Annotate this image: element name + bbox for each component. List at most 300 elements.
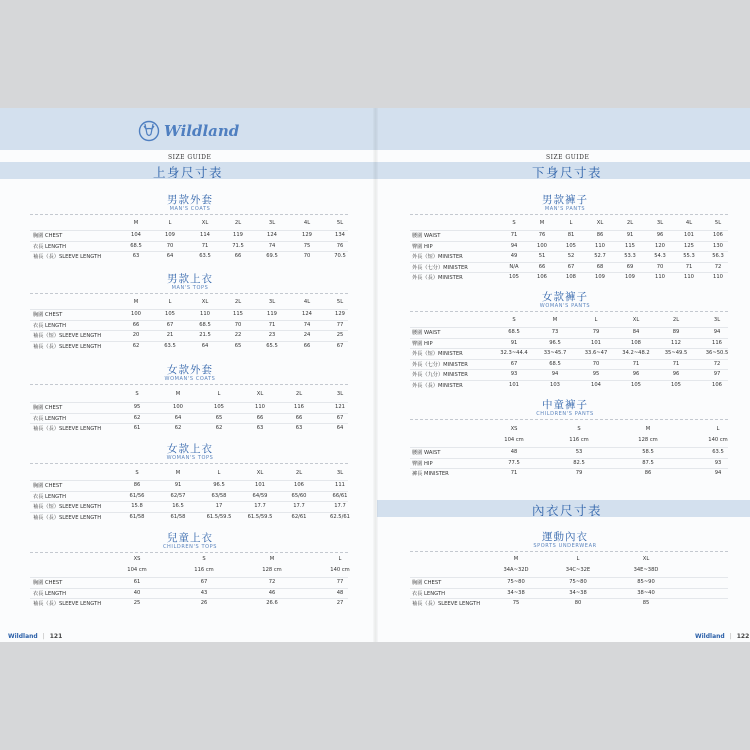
row-label: 褲長 MINISTER <box>412 471 449 478</box>
table-cell: 20 <box>132 332 140 339</box>
height-header: 116 cm <box>194 567 214 573</box>
section-divider <box>410 419 728 420</box>
table-cell: 94 <box>551 371 559 378</box>
table-cell: 17 <box>215 503 223 510</box>
table-cell: 93 <box>510 371 518 378</box>
row-label: 衣長 LENGTH <box>33 590 66 597</box>
row-label: 外長（短）MINISTER <box>412 254 463 261</box>
table-cell: 86 <box>644 470 652 477</box>
row-label: 外長（七分）MINISTER <box>412 361 468 368</box>
row-label: 袖長（長）SLEEVE LENGTH <box>33 343 102 350</box>
table-cell: 55.3 <box>683 253 695 260</box>
table-cell: 66 <box>132 321 140 328</box>
table-cell: 68.5 <box>130 242 142 249</box>
row-label: 衣長 LENGTH <box>33 243 66 250</box>
size-header: M <box>552 317 558 323</box>
table-row-line <box>30 480 348 481</box>
section-subtitle: CHILDREN'S PANTS <box>536 411 594 417</box>
table-cell: 65/60 <box>291 492 307 499</box>
table-cell: 70 <box>166 242 174 249</box>
table-cell: 71 <box>685 263 693 270</box>
table-cell: 108 <box>631 339 641 346</box>
table-cell: 85 <box>642 600 650 607</box>
table-cell: 96 <box>672 371 680 378</box>
row-label: 衣長 LENGTH <box>33 322 66 329</box>
table-cell: 27 <box>336 600 344 607</box>
table-cell: 64 <box>166 253 174 260</box>
section-title: 女款上衣 <box>167 443 213 455</box>
height-header: 140 cm <box>330 567 350 573</box>
size-header: S <box>135 470 139 476</box>
table-cell: 40 <box>133 589 141 596</box>
table-cell: 17.7 <box>293 503 305 510</box>
table-cell: 62/61 <box>291 513 307 520</box>
table-cell: 74 <box>303 321 311 328</box>
table-cell: 89 <box>672 329 680 335</box>
table-cell: 91 <box>626 232 634 238</box>
table-cell: 43 <box>200 589 208 596</box>
table-cell: 67 <box>510 360 518 367</box>
size-guide-label-right: SIZE GUIDE <box>546 154 590 161</box>
table-cell: 34~38 <box>507 589 525 596</box>
section-title: 中童褲子 <box>542 399 588 411</box>
table-cell: 63.5 <box>164 342 176 349</box>
size-header: L <box>716 426 720 432</box>
row-label: 臀圍 HIP <box>412 460 433 467</box>
table-cell: 68.5 <box>549 360 561 367</box>
table-cell: 68 <box>596 263 604 270</box>
table-cell: 63 <box>295 425 303 432</box>
row-label: 袖長（長）SLEEVE LENGTH <box>412 601 481 608</box>
table-cell: 101 <box>509 382 519 388</box>
table-cell: 125 <box>684 242 694 249</box>
table-cell: 84 <box>632 329 640 335</box>
table-row-line <box>410 251 728 252</box>
table-cell: 66/61 <box>332 492 348 499</box>
table-cell: 110 <box>684 274 694 281</box>
table-cell: 96.5 <box>549 339 561 346</box>
section-divider <box>410 311 728 312</box>
section-divider <box>30 552 348 553</box>
height-header: 34E~38D <box>633 567 659 573</box>
table-cell: 75~80 <box>507 579 525 585</box>
table-cell: 101 <box>684 232 694 238</box>
section-title: 男款褲子 <box>542 194 588 206</box>
table-cell: 48 <box>336 589 344 596</box>
table-cell: 72 <box>714 263 722 270</box>
table-row-line <box>30 241 348 242</box>
table-row-line <box>30 491 348 492</box>
table-cell: 24 <box>303 332 311 339</box>
size-header: S <box>135 391 139 397</box>
table-cell: 110 <box>595 242 605 249</box>
row-label: 腰圍 WAIST <box>412 450 441 456</box>
table-cell: 21 <box>166 332 174 339</box>
row-label: 腰圍 WAIST <box>412 233 441 239</box>
table-row-line <box>30 251 348 252</box>
table-cell: 76 <box>538 232 546 238</box>
table-cell: 62 <box>174 425 182 432</box>
size-header: 2L <box>295 391 303 397</box>
size-header: 2L <box>295 470 303 476</box>
right-page-footer: Wildland | 122 <box>695 633 750 640</box>
deer-logo-icon <box>138 120 160 142</box>
table-cell: 70.5 <box>334 253 346 260</box>
table-cell: 75 <box>512 600 520 607</box>
table-cell: 61.5/59.5 <box>247 513 273 520</box>
table-row-line <box>410 338 728 339</box>
size-header: L <box>217 470 221 476</box>
table-cell: 129 <box>335 311 345 317</box>
row-label: 袖長（長）SLEEVE LENGTH <box>33 254 102 261</box>
table-cell: 70 <box>656 263 664 270</box>
table-cell: 77 <box>336 579 344 585</box>
table-cell: 94 <box>510 242 518 249</box>
table-cell: 110 <box>655 274 665 281</box>
section-divider <box>30 463 348 464</box>
table-cell: 69.5 <box>266 253 278 260</box>
size-header: XL <box>256 391 264 397</box>
section-subtitle: WOMAN'S PANTS <box>539 303 591 309</box>
table-row-line <box>30 320 348 321</box>
size-header: L <box>168 220 172 226</box>
table-cell: 48 <box>510 449 518 455</box>
size-header: 2L <box>672 317 680 323</box>
section-divider <box>410 214 728 215</box>
table-cell: 106 <box>294 482 304 488</box>
table-cell: 105 <box>566 242 576 249</box>
row-label: 袖長（長）SLEEVE LENGTH <box>33 426 102 433</box>
row-label: 臀圍 HIP <box>412 243 433 250</box>
page-fold <box>373 108 378 642</box>
table-cell: 129 <box>302 232 312 238</box>
table-row-line <box>410 359 728 360</box>
table-row-line <box>410 458 728 459</box>
left-page-footer: Wildland | 121 <box>8 633 63 640</box>
section-subtitle: MAN'S COATS <box>169 206 211 212</box>
table-cell: 116 <box>712 339 722 346</box>
size-header: M <box>539 220 545 226</box>
table-row-line <box>410 272 728 273</box>
table-row-line <box>30 341 348 342</box>
size-header: S <box>512 220 516 226</box>
height-header: 128 cm <box>638 437 658 443</box>
table-cell: 63 <box>256 425 264 432</box>
table-cell: 134 <box>335 232 345 238</box>
table-cell: 33~45.7 <box>543 350 567 357</box>
section-title: 運動內衣 <box>542 531 588 543</box>
size-guide-label-left: SIZE GUIDE <box>168 154 212 161</box>
table-cell: 26 <box>200 600 208 607</box>
table-cell: 85~90 <box>637 579 655 585</box>
table-cell: 74 <box>268 242 276 249</box>
section-subtitle: SPORTS UNDERWEAR <box>533 543 597 549</box>
section-subtitle: WOMAN'S TOPS <box>166 455 214 461</box>
size-header: L <box>217 391 221 397</box>
size-header: S <box>202 556 206 562</box>
size-header: XS <box>133 556 141 562</box>
size-header: L <box>594 317 598 323</box>
table-cell: 66 <box>256 414 264 421</box>
table-cell: 25 <box>133 600 141 607</box>
table-row-line <box>30 598 348 599</box>
row-label: 外長（七分）MINISTER <box>412 264 468 271</box>
table-cell: 51 <box>538 253 546 260</box>
brand-logo-text: Wildland <box>164 122 240 140</box>
size-header: 5L <box>336 299 344 305</box>
table-cell: 71.5 <box>232 242 244 249</box>
catalog-spread <box>0 108 750 642</box>
size-header: 2L <box>234 220 242 226</box>
table-cell: 46 <box>268 589 276 596</box>
table-cell: 108 <box>566 274 576 281</box>
table-cell: 100 <box>173 404 183 410</box>
table-cell: 64 <box>201 342 209 349</box>
size-header: XL <box>632 317 640 323</box>
table-cell: 71 <box>510 232 518 238</box>
table-cell: 61/58 <box>129 513 145 520</box>
table-cell: 32.3~44.4 <box>500 350 528 357</box>
table-cell: 79 <box>592 329 600 335</box>
table-cell: 114 <box>200 232 210 238</box>
table-row-line <box>410 241 728 242</box>
table-cell: 26.6 <box>266 600 278 607</box>
table-cell: 66 <box>295 414 303 421</box>
table-cell: 49 <box>510 253 518 260</box>
row-label: 袖長（短）SLEEVE LENGTH <box>33 333 102 340</box>
table-cell: N/A <box>509 263 519 270</box>
table-cell: 130 <box>713 242 723 249</box>
table-cell: 105 <box>631 382 641 388</box>
row-label: 胸圍 CHEST <box>33 312 63 318</box>
table-cell: 66 <box>234 253 242 260</box>
table-cell: 105 <box>671 382 681 388</box>
table-cell: 86 <box>596 232 604 238</box>
table-cell: 79 <box>575 470 583 477</box>
section-subtitle: CHILDREN'S TOPS <box>162 544 218 550</box>
table-row-line <box>410 369 728 370</box>
table-cell: 61.5/59.5 <box>206 513 232 520</box>
table-cell: 110 <box>713 274 723 281</box>
size-header: XS <box>510 426 518 432</box>
table-cell: 106 <box>537 274 547 281</box>
size-header: 3L <box>268 299 276 305</box>
row-label: 外長（短）MINISTER <box>412 351 463 358</box>
table-cell: 96 <box>656 232 664 238</box>
size-header: 4L <box>303 220 311 226</box>
size-header: M <box>133 299 139 305</box>
table-cell: 69 <box>626 263 634 270</box>
section-title: 兒童上衣 <box>167 532 213 544</box>
table-cell: 77 <box>336 321 344 328</box>
size-header: S <box>577 426 581 432</box>
row-label: 腰圍 WAIST <box>412 330 441 336</box>
table-cell: 67 <box>166 321 174 328</box>
table-cell: 62 <box>215 425 223 432</box>
table-cell: 58.5 <box>642 449 654 455</box>
size-header: 3L <box>268 220 276 226</box>
table-cell: 61 <box>133 425 141 432</box>
row-label: 胸圍 CHEST <box>33 483 63 489</box>
table-cell: 101 <box>591 339 601 346</box>
height-header: 104 cm <box>127 567 147 573</box>
table-cell: 101 <box>255 482 265 488</box>
table-cell: 17.7 <box>254 503 266 510</box>
section-title: 男款外套 <box>167 194 213 206</box>
size-header: XL <box>642 556 650 562</box>
table-cell: 35~49.5 <box>664 350 688 357</box>
table-cell: 53.3 <box>624 253 636 260</box>
table-row-line <box>30 413 348 414</box>
section-subtitle: WOMAN'S COATS <box>164 376 216 382</box>
size-header: 2L <box>626 220 634 226</box>
table-cell: 54.3 <box>654 253 666 260</box>
height-header: 34C~32E <box>565 567 591 573</box>
table-cell: 61/58 <box>170 513 186 520</box>
section-subtitle: MAN'S TOPS <box>171 285 209 291</box>
size-header: XL <box>201 299 209 305</box>
table-cell: 95 <box>592 371 600 378</box>
table-cell: 96 <box>632 371 640 378</box>
table-cell: 94 <box>713 329 721 335</box>
underwear-size-title: 內衣尺寸表 <box>531 503 602 518</box>
size-header: 4L <box>303 299 311 305</box>
size-header: L <box>569 220 573 226</box>
size-header: M <box>645 426 651 432</box>
row-label: 胸圍 CHEST <box>412 580 442 586</box>
table-cell: 70 <box>303 253 311 260</box>
table-cell: 71 <box>672 360 680 367</box>
table-cell: 121 <box>335 404 345 410</box>
table-cell: 93 <box>714 459 722 466</box>
section-subtitle: MAN'S PANTS <box>544 206 586 212</box>
brand-logo <box>138 118 239 144</box>
row-label: 外長（長）MINISTER <box>412 275 463 282</box>
section-divider <box>410 551 728 552</box>
table-row-line <box>30 230 348 231</box>
table-cell: 110 <box>255 404 265 410</box>
table-cell: 66 <box>303 342 311 349</box>
table-cell: 95 <box>133 404 141 410</box>
table-cell: 116 <box>294 404 304 410</box>
table-cell: 124 <box>302 311 312 317</box>
section-title: 女款外套 <box>167 364 213 376</box>
table-cell: 91 <box>510 339 518 346</box>
table-cell: 63.5 <box>199 253 211 260</box>
table-cell: 67 <box>336 414 344 421</box>
table-cell: 96.5 <box>213 482 225 488</box>
table-row-line <box>410 588 728 589</box>
table-cell: 23 <box>268 332 276 339</box>
table-cell: 68.5 <box>199 321 211 328</box>
table-row-line <box>30 501 348 502</box>
table-cell: 73 <box>551 329 559 335</box>
table-cell: 70 <box>592 360 600 367</box>
size-header: M <box>175 391 181 397</box>
section-divider <box>30 293 348 294</box>
footer-brand-left: Wildland <box>8 633 38 640</box>
size-header: M <box>269 556 275 562</box>
table-cell: 115 <box>233 311 243 317</box>
size-header: L <box>576 556 580 562</box>
table-row-line <box>410 468 728 469</box>
table-row-line <box>410 230 728 231</box>
size-header: 3L <box>656 220 664 226</box>
lower-body-size-title: 下身尺寸表 <box>531 165 602 180</box>
table-cell: 21.5 <box>199 332 211 339</box>
table-cell: 105 <box>214 404 224 410</box>
size-header: M <box>133 220 139 226</box>
table-cell: 100 <box>537 242 547 249</box>
table-cell: 62 <box>132 342 140 349</box>
table-cell: 71 <box>201 242 209 249</box>
table-cell: 124 <box>267 232 277 238</box>
section-divider <box>30 214 348 215</box>
row-label: 臀圍 HIP <box>412 340 433 347</box>
table-cell: 71 <box>632 360 640 367</box>
table-cell: 34.2~48.2 <box>622 350 650 357</box>
size-header: XL <box>201 220 209 226</box>
table-cell: 52 <box>567 253 575 260</box>
table-cell: 15.8 <box>131 503 143 510</box>
table-cell: 63 <box>132 253 140 260</box>
table-cell: 68.5 <box>508 329 520 335</box>
table-cell: 64 <box>336 425 344 432</box>
table-row-line <box>410 262 728 263</box>
table-row-line <box>30 402 348 403</box>
table-cell: 65 <box>215 414 223 421</box>
section-title: 男款上衣 <box>167 273 213 285</box>
row-label: 袖長（長）SLEEVE LENGTH <box>33 601 102 608</box>
table-cell: 52.7 <box>594 253 606 260</box>
size-header: M <box>513 556 519 562</box>
table-cell: 86 <box>133 482 141 488</box>
size-header: 5L <box>336 220 344 226</box>
table-row-line <box>30 423 348 424</box>
table-cell: 36~50.5 <box>705 350 729 357</box>
size-header: 5L <box>714 220 722 226</box>
table-cell: 76 <box>336 242 344 249</box>
size-header: 3L <box>713 317 721 323</box>
table-cell: 64/59 <box>252 492 268 499</box>
table-row-line <box>410 327 728 328</box>
table-cell: 109 <box>165 232 175 238</box>
table-cell: 104 <box>131 232 141 238</box>
page-number-left: 121 <box>49 633 63 640</box>
row-label: 衣長 LENGTH <box>412 590 445 597</box>
table-cell: 66 <box>538 263 546 270</box>
table-cell: 34~38 <box>569 589 587 596</box>
height-header: 104 cm <box>504 437 524 443</box>
upper-body-size-title: 上身尺寸表 <box>152 165 223 180</box>
table-cell: 72 <box>713 360 721 367</box>
table-cell: 105 <box>509 274 519 281</box>
table-cell: 17.7 <box>334 503 346 510</box>
table-cell: 38~40 <box>637 589 655 596</box>
section-divider <box>30 384 348 385</box>
table-cell: 87.5 <box>642 459 654 466</box>
table-cell: 111 <box>335 482 345 488</box>
row-label: 袖長（短）SLEEVE LENGTH <box>33 504 102 511</box>
size-header: XL <box>596 220 604 226</box>
size-header: XL <box>256 470 264 476</box>
table-cell: 70 <box>234 321 242 328</box>
table-cell: 100 <box>131 311 141 317</box>
size-header: M <box>175 470 181 476</box>
table-row-line <box>410 598 728 599</box>
table-cell: 53 <box>575 449 583 455</box>
table-cell: 63.5 <box>712 449 724 455</box>
